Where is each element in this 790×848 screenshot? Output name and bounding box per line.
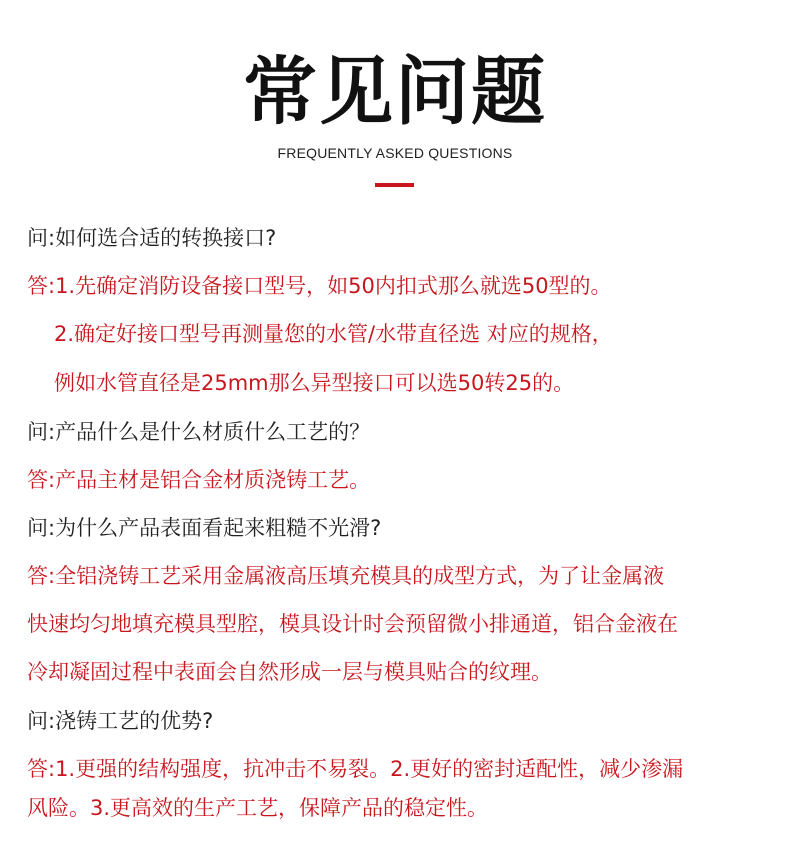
- faq-answer-3-line-2: 快速均匀地填充模具型腔，模具设计时会预留微小排通道，铝合金液在: [27, 612, 678, 636]
- faq-answer-4-line-2: 风险。3.更高效的生产工艺，保障产品的稳定性。: [27, 796, 489, 820]
- faq-answer-2-line-1: 答:产品主材是铝合金材质浇铸工艺。: [27, 468, 371, 492]
- faq-question-4: 问:浇铸工艺的优势?: [27, 709, 214, 733]
- page-title: 常见问题: [243, 49, 547, 135]
- page-subtitle: FREQUENTLY ASKED QUESTIONS: [277, 145, 513, 161]
- faq-answer-1-line-3: 例如水管直径是25mm那么异型接口可以选50转25的。: [54, 371, 575, 395]
- faq-answer-1-line-1: 答:1.先确定消防设备接口型号，如50内扣式那么就选50型的。: [27, 274, 612, 298]
- faq-answer-4-line-1: 答:1.更强的结构强度，抗冲击不易裂。2.更好的密封适配性，减少渗漏: [27, 757, 684, 781]
- faq-answer-3-line-1: 答:全铝浇铸工艺采用金属液高压填充模具的成型方式，为了让金属液: [27, 564, 665, 588]
- faq-question-1: 问:如何选合适的转换接口?: [27, 226, 277, 250]
- faq-answer-3-line-3: 冷却凝固过程中表面会自然形成一层与模具贴合的纹理。: [27, 660, 552, 684]
- faq-question-2: 问:产品什么是什么材质什么工艺的？: [27, 420, 371, 444]
- faq-answer-1-line-2: 2.确定好接口型号再测量您的水管/水带直径选 对应的规格，: [54, 322, 613, 346]
- title-divider: [375, 183, 414, 187]
- faq-question-3: 问:为什么产品表面看起来粗糙不光滑?: [27, 516, 382, 540]
